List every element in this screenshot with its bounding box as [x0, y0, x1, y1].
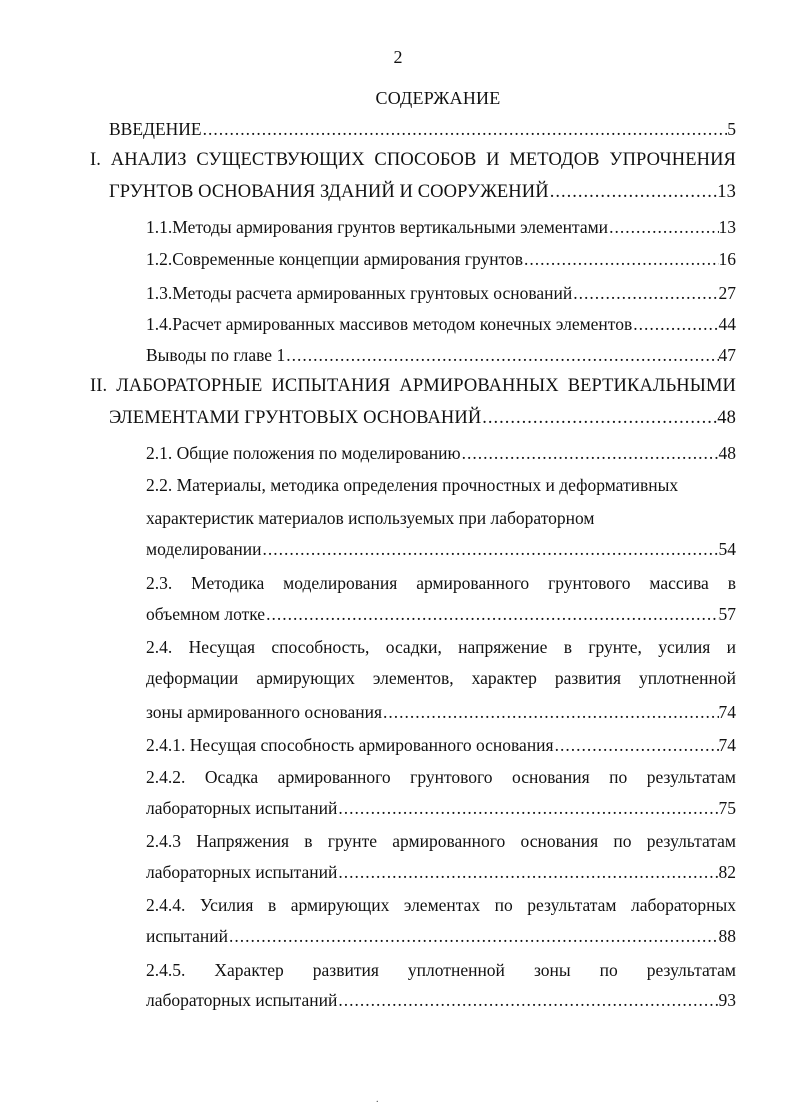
toc-section-2-2-line1[interactable]: 2.2. Материалы, методика определения прочностных и деформативных	[146, 475, 679, 495]
leader-dots	[265, 604, 718, 625]
section-number: 1.4.	[146, 314, 173, 334]
leader-dots	[572, 283, 718, 304]
toc-page: 74	[718, 735, 736, 755]
toc-section-2-3-line1[interactable]: 2.3. Методика моделирования армированного грунтового массива в	[146, 573, 736, 593]
toc-title: 2.1. Общие положения по моделированию	[146, 443, 461, 463]
leader-dots	[262, 539, 719, 560]
toc-section-2-4-4-line1[interactable]: 2.4.4. Усилия в армирующих элементах по результатам лабораторных	[146, 895, 736, 915]
toc-title: ВВЕДЕНИЕ	[109, 119, 202, 139]
toc-page: 48	[717, 408, 736, 428]
leader-dots	[337, 862, 718, 883]
toc-page: 75	[718, 798, 736, 818]
leader-dots	[632, 314, 718, 335]
toc-section-2-4-line3[interactable]	[146, 702, 736, 723]
toc-title: Методы расчета армированных грунтовых оснований	[172, 283, 573, 303]
toc-section-1-4[interactable]	[146, 314, 736, 335]
toc-chapter-2-line2[interactable]	[109, 408, 736, 429]
toc-title: моделировании	[146, 539, 262, 559]
toc-chapter-1-line2[interactable]	[109, 182, 736, 203]
leader-dots	[382, 702, 718, 723]
toc-section-2-4-3-line1[interactable]: 2.4.3 Напряжения в грунте армированного основания по результатам	[146, 831, 736, 851]
toc-section-2-4-1[interactable]	[146, 735, 736, 756]
toc-title: 2.4.1. Несущая способность армированного основания	[146, 735, 554, 755]
toc-section-2-4-5-line1[interactable]: 2.4.5. Характер развития уплотненной зоны по результатам	[146, 960, 736, 980]
toc-chapter-2-line1[interactable]: II. ЛАБОРАТОРНЫЕ ИСПЫТАНИЯ АРМИРОВАННЫХ ВЕРТИКАЛЬНЫМИ	[90, 376, 736, 396]
toc-page: 57	[718, 604, 736, 624]
toc-page: 5	[727, 119, 736, 139]
leader-dots	[608, 217, 718, 238]
toc-page: 16	[718, 249, 736, 269]
toc-page: 54	[718, 539, 736, 559]
toc-page: 74	[718, 702, 736, 722]
toc-title: Выводы по главе 1	[146, 345, 286, 365]
toc-section-2-1[interactable]	[146, 443, 736, 464]
leader-dots	[202, 119, 728, 140]
toc-page: 13	[717, 182, 736, 202]
toc-page: 27	[718, 283, 736, 303]
leader-dots	[554, 735, 719, 756]
leader-dots	[285, 345, 718, 366]
toc-section-1-2[interactable]	[146, 249, 736, 270]
toc-title: объемном лотке	[146, 604, 266, 624]
toc-page: 44	[718, 314, 736, 334]
toc-title: Современные концепции армирования грунтов	[172, 249, 524, 269]
toc-section-2-4-3-line2[interactable]	[146, 862, 736, 883]
section-number: 1.3.	[146, 283, 173, 303]
toc-title: лабораторных испытаний	[146, 862, 338, 882]
toc-section-2-4-line2: деформации армирующих элементов, характер развития уплотненной	[146, 668, 736, 688]
toc-title: испытаний	[146, 926, 228, 946]
toc-entry-intro[interactable]	[109, 119, 736, 140]
section-number: 1.2.	[146, 249, 173, 269]
toc-heading: СОДЕРЖАНИЕ	[375, 88, 501, 108]
page-number: 2	[393, 47, 403, 67]
leader-dots	[523, 249, 718, 270]
toc-chapter-1-line1[interactable]: I. АНАЛИЗ СУЩЕСТВУЮЩИХ СПОСОБОВ И МЕТОДОВ УПРОЧНЕНИЯ	[90, 150, 736, 170]
toc-section-2-3-line2[interactable]	[146, 604, 736, 625]
leader-dots	[337, 990, 718, 1011]
leader-dots	[228, 926, 719, 947]
toc-section-1-3[interactable]	[146, 283, 736, 304]
toc-title: зоны армированного основания	[146, 702, 383, 722]
leader-dots	[549, 182, 718, 203]
scan-speck: .	[376, 1094, 379, 1105]
toc-section-1-1[interactable]	[146, 217, 736, 238]
toc-page: 13	[718, 217, 736, 237]
toc-title: Расчет армированных массивов методом конечных элементов	[172, 314, 633, 334]
toc-conclusions-1[interactable]	[146, 345, 736, 366]
toc-section-2-2-line3[interactable]	[146, 539, 736, 560]
toc-title: лабораторных испытаний	[146, 990, 338, 1010]
toc-section-2-4-line1[interactable]: 2.4. Несущая способность, осадки, напряжение в грунте, усилия и	[146, 637, 736, 657]
toc-title: лабораторных испытаний	[146, 798, 338, 818]
toc-section-2-4-5-line2[interactable]	[146, 990, 736, 1011]
toc-section-2-2-line2: характеристик материалов используемых при лабораторном	[146, 508, 595, 528]
toc-page: 93	[718, 990, 736, 1010]
toc-title: ЭЛЕМЕНТАМИ ГРУНТОВЫХ ОСНОВАНИЙ	[109, 408, 482, 428]
toc-page: 88	[718, 926, 736, 946]
toc-section-2-4-2-line1[interactable]: 2.4.2. Осадка армированного грунтового основания по результатам	[146, 767, 736, 787]
toc-page: 47	[718, 345, 736, 365]
toc-section-2-4-4-line2[interactable]	[146, 926, 736, 947]
toc-page: 82	[718, 862, 736, 882]
toc-page: 48	[718, 443, 736, 463]
toc-title: Методы армирования грунтов вертикальными элементами	[172, 217, 609, 237]
leader-dots	[481, 408, 717, 429]
section-number: 1.1.	[146, 217, 173, 237]
toc-section-2-4-2-line2[interactable]	[146, 798, 736, 819]
leader-dots	[337, 798, 718, 819]
toc-title: ГРУНТОВ ОСНОВАНИЯ ЗДАНИЙ И СООРУЖЕНИЙ	[109, 182, 549, 202]
leader-dots	[461, 443, 719, 464]
